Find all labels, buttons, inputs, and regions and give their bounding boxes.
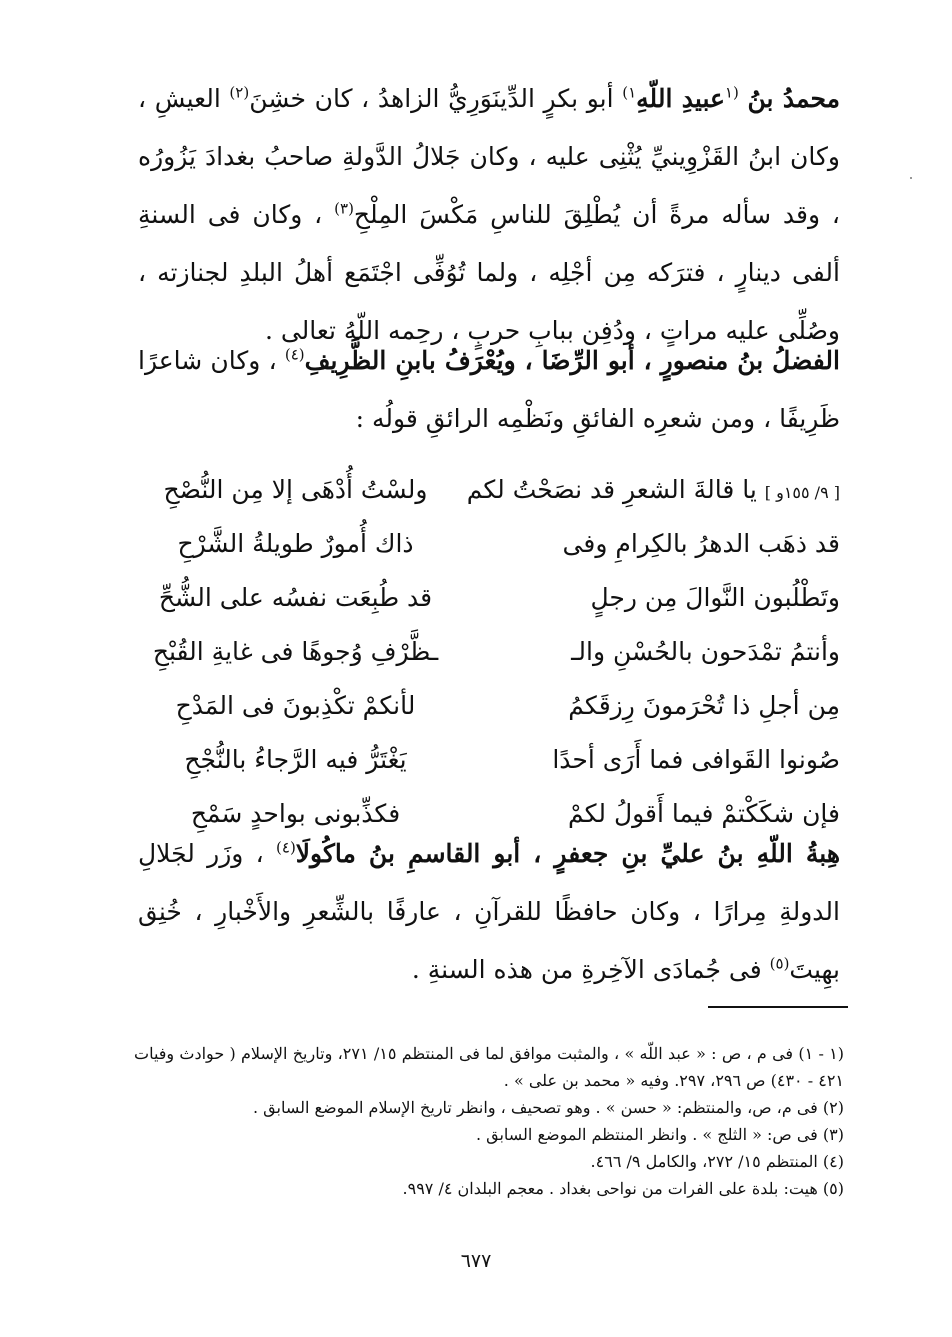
footnote-1: (١ - ١) فى م ، ص : « عبد اللّه » ، والمثبت موافق لما فى المنتظم ١٥/ ٢٧١، وتاريخ الإسلام ( حوادث وفيات ٤٢١ - ٤٣٠) ص ٢٩٦، ٢٩٧. وفيه « محمد بن على » . bbox=[134, 1044, 845, 1090]
entry-name-2: عبيدِ اللّهِ bbox=[636, 84, 725, 113]
page-number: ٦٧٧ bbox=[460, 1250, 492, 1272]
poem-verse bbox=[138, 462, 840, 516]
entry-text: ، وكان فى السنةِ ألفى دينارٍ ، فترَكه مِن أجْلِه ، ولما تُوُفِّى اجْتَمَع أهلُ البلدِ لجنازته ، وصُلِّى عليه مراتٍ ، ودُفِن ببابِ حربٍ ، رحِمه اللّهُ تعالى . bbox=[138, 200, 840, 345]
poem bbox=[138, 462, 840, 840]
entry-al-fadl-ibn-mansur bbox=[138, 332, 840, 448]
poem-second-hemistich: ـظَّرْفِ وُجوهًا فى غايةِ القُبْحِ bbox=[152, 636, 439, 666]
poem-second-hemistich: لأنكمْ تكْذِبونَ فى المَدْحِ bbox=[175, 690, 416, 720]
poem-verse bbox=[138, 516, 840, 570]
poem-first-hemistich: وأنتمُ تمْدَحون بالحُسْنِ والـ bbox=[571, 636, 840, 666]
poem-first-hemistich: وتَطْلُبون النَّوالَ مِن رجلٍ bbox=[590, 582, 840, 612]
entry-text: فى جُمادَى الآخِرةِ من هذه السنةِ . bbox=[411, 955, 770, 984]
footnote-3: (٣) فى ص: « الثلج » . وانظر المنتظم الموضع السابق . bbox=[475, 1125, 844, 1144]
folio-marker: [ ٩/ ١٥٥و ] bbox=[764, 482, 840, 502]
entry-text: ، وزَر لجَلالِ الدولةِ مِرارًا ، وكان حافظًا للقرآنِ ، عارفًا بالشِّعرِ والأَخْبارِ ، خُنِق بهِيتَ bbox=[138, 839, 840, 984]
poem-second-hemistich: فكذِّبونى بواحدٍ سَمْحِ bbox=[190, 798, 401, 828]
footnotes bbox=[134, 1040, 844, 1202]
footnote-5: (٥) هيت: بلدة على الفرات من نواحى بغداد . معجم البلدان ٤/ ٩٩٧. bbox=[402, 1179, 844, 1198]
poem-second-hemistich: قد طُبِعَت نفسُه على الشُّحِّ bbox=[158, 582, 433, 612]
footnote-4: (٤) المنتظم ١٥/ ٢٧٢، والكامل ٩/ ٤٦٦. bbox=[590, 1152, 844, 1171]
poem-verse bbox=[138, 570, 840, 624]
poem-first-hemistich: صُونوا القَوافى فما أَرَى أحدًا bbox=[552, 744, 840, 774]
entry-text: العيشِ ، وكان ابنُ القَزْوِينيِّ يُثْنِى عليه ، وكان جَلالُ الدَّولةِ صاحبُ بغدادَ يَزُورُه ، وقد سأله مرةً أن يُطْلِقَ للناسِ مَكْسَ المِلْحِ bbox=[138, 84, 840, 229]
footnote-marker-1-close: ١) bbox=[622, 83, 637, 102]
entry-name: هِبةُ اللّهِ بنُ عليِّ بنِ جعفرٍ ، أبو القاسمِ بنُ ماكُولَا bbox=[295, 839, 841, 868]
footnote-marker-5: (٥) bbox=[769, 954, 790, 973]
poem-first-hemistich bbox=[466, 474, 840, 504]
poem-first-hemistich: مِن أجلِ ذا تُحْرَمونَ رِزقَكمُ bbox=[568, 690, 840, 720]
poem-second-hemistich: يَغْتَرُّ فيه الرَّجاءُ بالنُّجْحِ bbox=[184, 744, 407, 774]
poem-verse bbox=[138, 624, 840, 678]
footnote-marker-4: (٤) bbox=[276, 838, 296, 857]
entry-text: أبو بكرٍ الدِّينَوَرِيُّ الزاهدُ ، كان خشِنَ bbox=[249, 84, 623, 113]
poem-first-hemistich: فإن شكَكْتمْ فيما أَقولُ لكمْ bbox=[567, 798, 840, 828]
poem-verse bbox=[138, 678, 840, 732]
footnote-2: (٢) فى م، ص، والمنتظم: « حسن » . وهو تصحيف ، وانظر تاريخ الإسلام الموضع السابق . bbox=[252, 1098, 844, 1117]
footnote-marker-3: (٣) bbox=[334, 199, 354, 218]
hemistich-text: يا قالةَ الشعرِ قد نصَحْتُ لكم bbox=[466, 474, 757, 504]
entry-hibat-allah-ibn-ali bbox=[138, 825, 840, 999]
poem-first-hemistich: قد ذهَب الدهرُ بالكِرامِ وفى bbox=[562, 528, 840, 558]
footnote-marker-4: (٤) bbox=[284, 345, 305, 364]
poem-second-hemistich: ذاك أُمورٌ طويلةُ الشَّرْحِ bbox=[177, 528, 414, 558]
footnote-marker-2: (٢) bbox=[229, 83, 250, 102]
footnote-marker-1-open: (١ bbox=[724, 83, 739, 102]
entry-text: ، وكان شاعرًا ظَرِيفًا ، ومن شعرِه الفائقِ ونَظْمِه الرائقِ قولُه : bbox=[138, 346, 840, 433]
entry-name: الفضلُ بنُ منصورٍ ، أبو الرِّضَا ، ويُعْرَفُ بابنِ الظَّرِيفِ bbox=[304, 346, 840, 375]
footnote-separator bbox=[708, 1006, 848, 1008]
scan-speck bbox=[910, 177, 912, 179]
entry-muhammad-ibn-ubaydallah bbox=[138, 70, 840, 360]
poem-verse bbox=[138, 732, 840, 786]
poem-second-hemistich: ولسْتُ أُدْهَى إلا مِن النُّصْحِ bbox=[163, 474, 428, 504]
entry-name: محمدُ بنُ bbox=[747, 84, 840, 113]
